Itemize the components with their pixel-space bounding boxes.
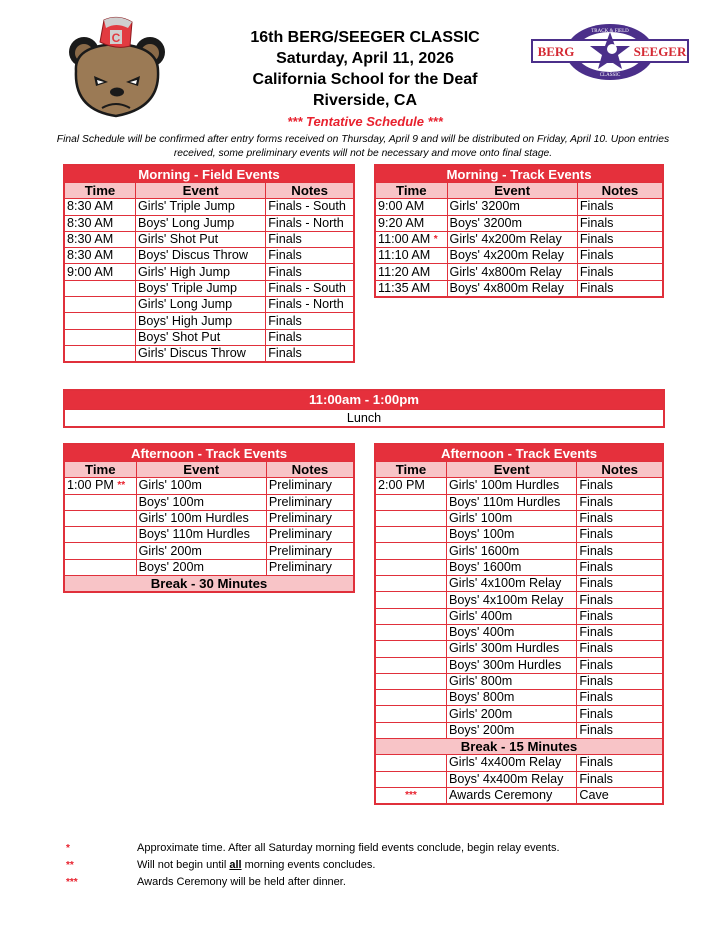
bear-mascot-logo <box>66 16 166 122</box>
time-cell <box>375 690 446 706</box>
time-cell: 9:00 AM <box>64 264 136 280</box>
table-title: Morning - Field Events <box>64 165 354 183</box>
notes-cell: Finals - South <box>266 199 354 215</box>
time-cell <box>375 641 446 657</box>
notes-cell: Finals <box>266 231 354 247</box>
event-cell: Girls' 3200m <box>447 199 577 215</box>
table-row <box>375 608 663 624</box>
event-cell: Girls' Discus Throw <box>136 345 266 362</box>
notes-cell: Finals <box>577 215 663 231</box>
lunch-time: 11:00am - 1:00pm <box>65 391 663 409</box>
meet-venue: California School for the Deaf <box>252 71 478 88</box>
svg-text:SEEGER: SEEGER <box>633 44 687 59</box>
event-cell: Boys' 4x200m Relay <box>447 248 577 264</box>
event-cell: Girls' 800m <box>446 673 576 689</box>
table-row <box>375 527 663 543</box>
notes-cell: Finals <box>577 248 663 264</box>
notes-cell: Finals <box>577 673 663 689</box>
col-notes: Notes <box>577 462 663 478</box>
event-cell: Girls' Triple Jump <box>136 199 266 215</box>
footnote-text: Will not begin until all morning events concludes. <box>137 859 376 871</box>
time-cell: 11:00 AM * <box>375 231 447 247</box>
table-row <box>375 592 663 608</box>
notes-cell: Finals <box>577 690 663 706</box>
table-row <box>64 248 354 264</box>
time-cell <box>375 592 446 608</box>
time-cell: 8:30 AM <box>64 199 136 215</box>
event-cell: Boys' 3200m <box>447 215 577 231</box>
afternoon-finals-table <box>374 443 664 805</box>
time-cell: 8:30 AM <box>64 215 136 231</box>
notes-cell: Finals <box>266 264 354 280</box>
event-cell: Boys' 100m <box>446 527 576 543</box>
notes-cell: Finals <box>577 231 663 247</box>
notes-cell: Finals <box>577 576 663 592</box>
time-cell <box>64 527 136 543</box>
time-cell: 11:35 AM <box>375 280 447 297</box>
time-cell <box>375 510 446 526</box>
footnote-2 <box>66 857 560 874</box>
table-row <box>64 329 354 345</box>
col-event: Event <box>136 462 266 478</box>
table-row <box>375 624 663 640</box>
time-cell <box>375 608 446 624</box>
morning-field-table <box>63 164 355 363</box>
table-row <box>64 231 354 247</box>
table-row <box>375 787 663 804</box>
table-row <box>375 690 663 706</box>
table-title: Afternoon - Track Events <box>64 444 354 462</box>
event-cell: Girls' Shot Put <box>136 231 266 247</box>
notes-cell: Finals <box>577 641 663 657</box>
notes-cell: Finals <box>577 543 663 559</box>
notes-cell: Finals - South <box>266 280 354 296</box>
time-cell <box>375 706 446 722</box>
col-event: Event <box>447 183 577 199</box>
time-cell <box>64 280 136 296</box>
notes-cell: Preliminary <box>266 510 354 526</box>
notes-cell: Finals <box>577 592 663 608</box>
event-cell: Boys' Discus Throw <box>136 248 266 264</box>
time-cell <box>64 345 136 362</box>
table-row <box>64 478 354 494</box>
time-cell <box>375 657 446 673</box>
time-cell <box>375 494 446 510</box>
table-row <box>375 215 663 231</box>
event-cell: Girls' 4x800m Relay <box>447 264 577 280</box>
time-cell <box>375 624 446 640</box>
time-cell <box>375 755 446 771</box>
event-cell: Girls' High Jump <box>136 264 266 280</box>
footnote-mark: *** <box>66 877 78 888</box>
col-event: Event <box>136 183 266 199</box>
table-row <box>375 231 663 247</box>
event-cell: Girls' 100m Hurdles <box>136 510 266 526</box>
event-cell: Awards Ceremony <box>446 787 576 804</box>
svg-text:BERG: BERG <box>537 44 575 59</box>
notes-cell: Finals <box>577 199 663 215</box>
table-row <box>64 527 354 543</box>
time-cell: *** <box>375 787 446 804</box>
notes-cell: Cave <box>577 787 663 804</box>
event-cell: Boys' 4x800m Relay <box>447 280 577 297</box>
meet-location: Riverside, CA <box>312 92 418 109</box>
document-header <box>0 0 726 160</box>
time-cell <box>375 673 446 689</box>
svg-text:CLASSIC: CLASSIC <box>599 73 621 78</box>
col-notes: Notes <box>266 183 354 199</box>
time-cell <box>64 297 136 313</box>
time-cell: 9:20 AM <box>375 215 447 231</box>
table-row <box>375 199 663 215</box>
table-row <box>64 345 354 362</box>
event-cell: Boys' Long Jump <box>136 215 266 231</box>
table-title: Afternoon - Track Events <box>375 444 663 462</box>
footnotes <box>66 840 560 891</box>
time-cell: 9:00 AM <box>375 199 447 215</box>
time-cell <box>64 559 136 575</box>
break-row: Break - 15 Minutes <box>375 739 663 755</box>
berg-seeger-logo <box>530 18 690 82</box>
time-cell: 8:30 AM <box>64 248 136 264</box>
notes-cell: Preliminary <box>266 478 354 494</box>
table-row <box>375 641 663 657</box>
event-cell: Girls' 100m <box>136 478 266 494</box>
notes-cell: Finals - North <box>266 215 354 231</box>
notes-cell: Finals <box>577 264 663 280</box>
footnote-mark: * <box>66 843 70 854</box>
notes-cell: Finals <box>266 313 354 329</box>
table-row <box>375 771 663 787</box>
table-row <box>375 755 663 771</box>
notes-cell: Finals <box>266 345 354 362</box>
col-time: Time <box>64 183 136 199</box>
event-cell: Boys' 4x400m Relay <box>446 771 576 787</box>
event-cell: Girls' 300m Hurdles <box>446 641 576 657</box>
event-cell: Boys' High Jump <box>136 313 266 329</box>
event-cell: Girls' 4x200m Relay <box>447 231 577 247</box>
svg-text:TRACK & FIELD: TRACK & FIELD <box>591 29 629 34</box>
event-cell: Girls' 200m <box>136 543 266 559</box>
morning-track-table <box>374 164 664 298</box>
event-cell: Boys' 110m Hurdles <box>446 494 576 510</box>
time-cell <box>64 510 136 526</box>
table-row <box>375 722 663 738</box>
event-cell: Boys' 800m <box>446 690 576 706</box>
notes-cell: Preliminary <box>266 543 354 559</box>
table-row <box>375 576 663 592</box>
notes-cell: Finals <box>577 280 663 297</box>
notes-cell: Finals <box>577 478 663 494</box>
table-row <box>64 297 354 313</box>
table-row <box>375 264 663 280</box>
col-notes: Notes <box>577 183 663 199</box>
time-cell <box>375 527 446 543</box>
title-block <box>190 27 540 131</box>
afternoon-prelims-table <box>63 443 355 593</box>
table-row <box>64 543 354 559</box>
event-cell: Boys' 1600m <box>446 559 576 575</box>
time-cell <box>375 722 446 738</box>
event-cell: Boys' 200m <box>446 722 576 738</box>
time-cell <box>375 576 446 592</box>
table-row <box>375 657 663 673</box>
col-time: Time <box>375 183 447 199</box>
time-cell: 8:30 AM <box>64 231 136 247</box>
table-row <box>375 494 663 510</box>
event-cell: Boys' 4x100m Relay <box>446 592 576 608</box>
table-row <box>64 510 354 526</box>
table-row <box>375 510 663 526</box>
footnote-marker: ** <box>117 480 126 492</box>
notes-cell: Finals <box>577 722 663 738</box>
event-cell: Girls' Long Jump <box>136 297 266 313</box>
time-cell <box>375 559 446 575</box>
notes-cell: Finals <box>577 527 663 543</box>
svg-text:C: C <box>111 31 121 45</box>
table-row <box>64 264 354 280</box>
time-cell <box>64 329 136 345</box>
time-cell <box>64 543 136 559</box>
notes-cell: Preliminary <box>266 559 354 575</box>
table-row <box>375 478 663 494</box>
event-cell: Boys' Shot Put <box>136 329 266 345</box>
time-cell <box>375 771 446 787</box>
meet-date: Saturday, April 11, 2026 <box>276 50 454 67</box>
table-row <box>375 673 663 689</box>
table-row <box>64 494 354 510</box>
table-row <box>64 215 354 231</box>
event-cell: Girls' 4x100m Relay <box>446 576 576 592</box>
table-row <box>64 559 354 575</box>
event-cell: Boys' 200m <box>136 559 266 575</box>
table-row <box>375 248 663 264</box>
footnote-text: Awards Ceremony will be held after dinner. <box>137 876 346 888</box>
event-cell: Boys' 110m Hurdles <box>136 527 266 543</box>
time-cell <box>375 543 446 559</box>
footnote-3 <box>66 874 560 891</box>
notes-cell: Finals <box>266 248 354 264</box>
notes-cell: Finals <box>577 559 663 575</box>
table-row <box>375 706 663 722</box>
event-cell: Boys' Triple Jump <box>136 280 266 296</box>
notes-cell: Finals <box>266 329 354 345</box>
notes-cell: Preliminary <box>266 527 354 543</box>
event-cell: Girls' 100m <box>446 510 576 526</box>
table-row <box>375 559 663 575</box>
time-cell: 2:00 PM <box>375 478 446 494</box>
event-cell: Girls' 4x400m Relay <box>446 755 576 771</box>
col-notes: Notes <box>266 462 354 478</box>
col-event: Event <box>446 462 576 478</box>
time-cell <box>64 494 136 510</box>
footnote-mark: ** <box>66 860 74 871</box>
event-cell: Girls' 400m <box>446 608 576 624</box>
notes-cell: Finals <box>577 608 663 624</box>
table-row <box>64 313 354 329</box>
notes-cell: Finals <box>577 657 663 673</box>
time-cell: 11:20 AM <box>375 264 447 280</box>
time-cell <box>64 313 136 329</box>
notes-cell: Finals <box>577 706 663 722</box>
notes-cell: Finals - North <box>266 297 354 313</box>
table-row <box>375 543 663 559</box>
schedule-note: Final Schedule will be confirmed after entry forms received on Thursday, April 9 and will be distributed on Friday, April 10. Upon entries received, some preliminary events will not be necessary and move onto final stage. <box>56 134 670 159</box>
notes-cell: Finals <box>577 510 663 526</box>
footnote-text: Approximate time. After all Saturday morning field events conclude, begin relay events. <box>137 842 560 854</box>
table-title: Morning - Track Events <box>375 165 663 183</box>
notes-cell: Finals <box>577 755 663 771</box>
lunch-block <box>63 389 665 428</box>
lunch-label: Lunch <box>65 409 663 426</box>
break-row: Break - 30 Minutes <box>64 576 354 593</box>
notes-cell: Finals <box>577 624 663 640</box>
col-time: Time <box>375 462 446 478</box>
time-cell: 1:00 PM ** <box>64 478 136 494</box>
event-cell: Girls' 1600m <box>446 543 576 559</box>
notes-cell: Finals <box>577 771 663 787</box>
tentative-label: *** Tentative Schedule *** <box>287 114 443 129</box>
event-cell: Boys' 300m Hurdles <box>446 657 576 673</box>
col-time: Time <box>64 462 136 478</box>
event-cell: Girls' 200m <box>446 706 576 722</box>
notes-cell: Finals <box>577 494 663 510</box>
footnote-marker: * <box>433 234 438 246</box>
event-cell: Boys' 400m <box>446 624 576 640</box>
event-cell: Boys' 100m <box>136 494 266 510</box>
table-row <box>375 280 663 297</box>
table-row <box>64 199 354 215</box>
table-row <box>64 280 354 296</box>
time-cell: 11:10 AM <box>375 248 447 264</box>
meet-title: 16th BERG/SEEGER CLASSIC <box>250 29 480 46</box>
notes-cell: Preliminary <box>266 494 354 510</box>
event-cell: Girls' 100m Hurdles <box>446 478 576 494</box>
footnote-1 <box>66 840 560 857</box>
